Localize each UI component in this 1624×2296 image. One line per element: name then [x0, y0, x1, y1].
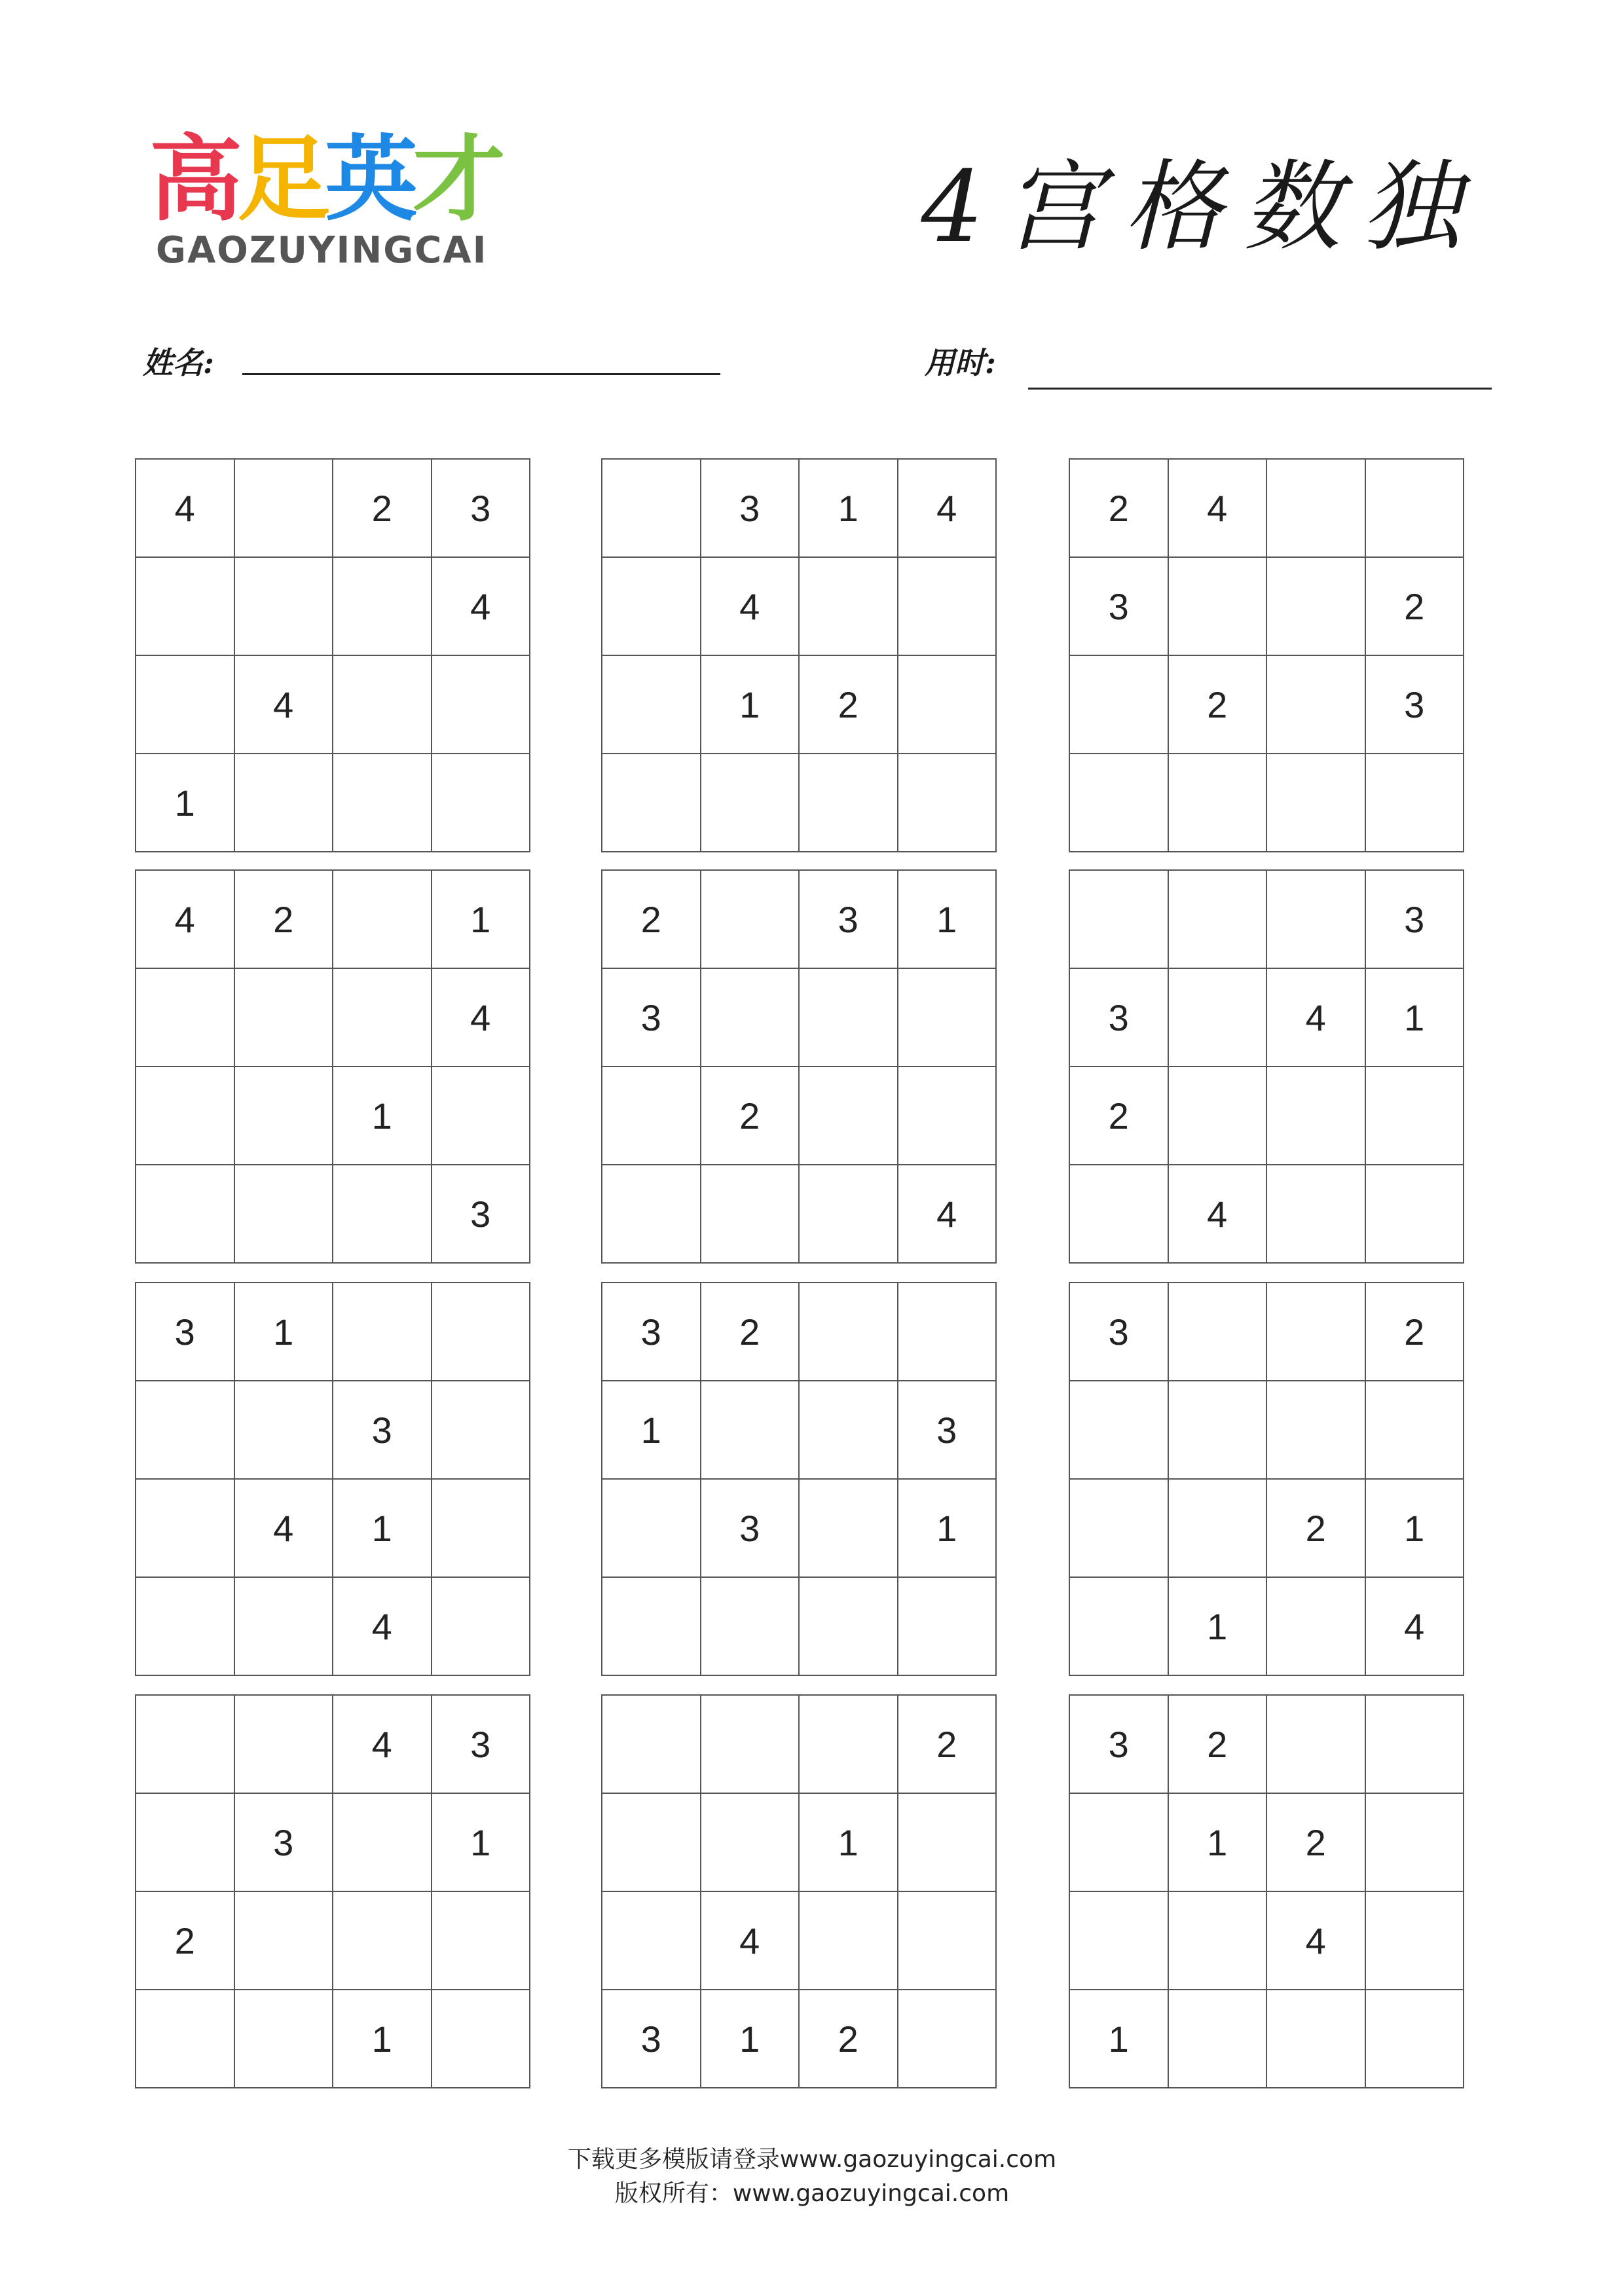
sudoku-cell[interactable]: 1 — [235, 1283, 334, 1381]
sudoku-cell[interactable] — [136, 1067, 235, 1165]
sudoku-cell[interactable] — [1267, 1067, 1366, 1165]
sudoku-cell[interactable]: 1 — [1169, 1578, 1268, 1676]
sudoku-cell[interactable] — [136, 1165, 235, 1264]
sudoku-cell[interactable]: 4 — [1366, 1578, 1465, 1676]
sudoku-cell[interactable] — [333, 1165, 432, 1264]
sudoku-cell[interactable] — [701, 1696, 800, 1794]
sudoku-cell[interactable] — [800, 1696, 898, 1794]
sudoku-cell[interactable]: 3 — [1366, 656, 1465, 754]
sudoku-cell[interactable]: 2 — [1267, 1480, 1366, 1578]
sudoku-cell[interactable] — [136, 969, 235, 1067]
sudoku-cell[interactable] — [432, 1892, 531, 1990]
sudoku-cell[interactable] — [1267, 1990, 1366, 2088]
sudoku-grid — [601, 1282, 997, 1676]
sudoku-cell[interactable] — [1366, 754, 1465, 852]
sudoku-cell[interactable]: 1 — [602, 1381, 701, 1480]
sudoku-cell[interactable] — [432, 1283, 531, 1381]
sudoku-cell[interactable]: 3 — [602, 1283, 701, 1381]
sudoku-cell[interactable]: 3 — [701, 1480, 800, 1578]
sudoku-cell[interactable]: 4 — [1169, 460, 1268, 558]
sudoku-cell[interactable]: 1 — [136, 754, 235, 852]
sudoku-cell[interactable]: 4 — [701, 1892, 800, 1990]
sudoku-cell[interactable]: 4 — [235, 1480, 334, 1578]
sudoku-cell[interactable]: 3 — [432, 460, 531, 558]
sudoku-cell[interactable] — [1267, 1578, 1366, 1676]
sudoku-cell[interactable] — [898, 969, 997, 1067]
sudoku-cell[interactable] — [235, 969, 334, 1067]
sudoku-cell[interactable]: 4 — [333, 1578, 432, 1676]
sudoku-cell[interactable]: 3 — [1070, 1696, 1169, 1794]
sudoku-cell[interactable] — [602, 1578, 701, 1676]
sudoku-cell[interactable]: 3 — [1070, 558, 1169, 656]
sudoku-cell[interactable] — [1169, 1067, 1268, 1165]
sudoku-cell[interactable] — [432, 754, 531, 852]
sudoku-cell[interactable] — [701, 754, 800, 852]
sudoku-cell[interactable]: 4 — [235, 656, 334, 754]
sudoku-cell[interactable]: 4 — [432, 969, 531, 1067]
sudoku-cell[interactable] — [1366, 1067, 1465, 1165]
time-label: 用时: — [925, 345, 996, 380]
sudoku-cell[interactable]: 2 — [1070, 1067, 1169, 1165]
sudoku-cell[interactable] — [1267, 460, 1366, 558]
sudoku-cell[interactable]: 2 — [701, 1067, 800, 1165]
sudoku-cell[interactable]: 1 — [800, 460, 898, 558]
sudoku-cell[interactable] — [898, 1067, 997, 1165]
sudoku-cell[interactable] — [235, 1067, 334, 1165]
sudoku-cell[interactable] — [1169, 871, 1268, 969]
sudoku-cell[interactable] — [602, 1480, 701, 1578]
sudoku-grid — [1069, 1282, 1464, 1676]
sudoku-cell[interactable] — [1267, 1283, 1366, 1381]
sudoku-cell[interactable] — [235, 1165, 334, 1264]
sudoku-cell[interactable] — [602, 656, 701, 754]
sudoku-cell[interactable] — [1070, 656, 1169, 754]
logo-char: 英 — [325, 126, 415, 234]
sudoku-cell[interactable] — [898, 1990, 997, 2088]
sudoku-cell[interactable] — [136, 1578, 235, 1676]
sudoku-cell[interactable]: 3 — [602, 1990, 701, 2088]
sudoku-cell[interactable]: 2 — [800, 1990, 898, 2088]
sudoku-cell[interactable]: 4 — [333, 1696, 432, 1794]
sudoku-cell[interactable]: 1 — [898, 1480, 997, 1578]
sudoku-cell[interactable] — [432, 656, 531, 754]
sudoku-cell[interactable] — [602, 1794, 701, 1892]
sudoku-cell[interactable]: 2 — [602, 871, 701, 969]
sudoku-cell[interactable]: 3 — [1070, 969, 1169, 1067]
sudoku-cell[interactable] — [136, 1480, 235, 1578]
sudoku-cell[interactable] — [800, 1067, 898, 1165]
sudoku-cell[interactable] — [235, 1990, 334, 2088]
sudoku-cell[interactable] — [235, 1892, 334, 1990]
sudoku-cell[interactable]: 1 — [333, 1067, 432, 1165]
sudoku-cell[interactable]: 3 — [1070, 1283, 1169, 1381]
sudoku-grid — [601, 1694, 997, 2088]
sudoku-cell[interactable] — [800, 1381, 898, 1480]
footer-copyright: 版权所有：www.gaozuyingcai.com — [614, 2180, 1010, 2207]
sudoku-cell[interactable] — [800, 1165, 898, 1264]
sudoku-cell[interactable] — [235, 1381, 334, 1480]
sudoku-cell[interactable]: 1 — [1169, 1794, 1268, 1892]
sudoku-cell[interactable] — [701, 1381, 800, 1480]
sudoku-cell[interactable] — [1366, 1892, 1465, 1990]
logo-char: 足 — [237, 126, 327, 234]
sudoku-cell[interactable]: 3 — [898, 1381, 997, 1480]
sudoku-cell[interactable] — [1169, 1892, 1268, 1990]
sudoku-cell[interactable]: 4 — [136, 460, 235, 558]
sudoku-cell[interactable] — [800, 1892, 898, 1990]
sudoku-cell[interactable] — [602, 460, 701, 558]
sudoku-cell[interactable]: 1 — [432, 1794, 531, 1892]
sudoku-cell[interactable] — [235, 460, 334, 558]
sudoku-cell[interactable]: 4 — [898, 460, 997, 558]
sudoku-cell[interactable]: 1 — [432, 871, 531, 969]
footer-download: 下载更多模版请登录www.gaozuyingcai.com — [567, 2146, 1057, 2173]
sudoku-cell[interactable]: 1 — [333, 1480, 432, 1578]
sudoku-cell[interactable] — [235, 1578, 334, 1676]
sudoku-cell[interactable] — [1070, 1794, 1169, 1892]
sudoku-cell[interactable] — [1070, 1578, 1169, 1676]
sudoku-cell[interactable]: 3 — [602, 969, 701, 1067]
sudoku-cell[interactable] — [898, 558, 997, 656]
page-title: 4宫格数独 — [921, 151, 1481, 264]
sudoku-cell[interactable]: 2 — [701, 1283, 800, 1381]
sudoku-grid — [601, 869, 997, 1264]
sudoku-cell[interactable] — [1070, 1165, 1169, 1264]
sudoku-cell[interactable] — [898, 754, 997, 852]
sudoku-cell[interactable] — [333, 558, 432, 656]
logo-english: GAOZUYINGCAI — [156, 229, 488, 272]
sudoku-cell[interactable] — [800, 1283, 898, 1381]
sudoku-cell[interactable] — [432, 1067, 531, 1165]
sudoku-cell[interactable] — [898, 1892, 997, 1990]
sudoku-grid — [135, 869, 530, 1264]
sudoku-cell[interactable] — [1366, 1794, 1465, 1892]
sudoku-cell[interactable] — [1366, 1990, 1465, 2088]
sudoku-cell[interactable]: 4 — [1267, 969, 1366, 1067]
sudoku-cell[interactable] — [136, 1696, 235, 1794]
sudoku-cell[interactable] — [898, 1578, 997, 1676]
sudoku-cell[interactable] — [800, 754, 898, 852]
sudoku-cell[interactable] — [800, 558, 898, 656]
sudoku-grid — [135, 1694, 530, 2088]
logo-char: 高 — [149, 126, 240, 234]
sudoku-cell[interactable]: 2 — [1169, 656, 1268, 754]
sudoku-cell[interactable]: 1 — [701, 656, 800, 754]
sudoku-cell[interactable]: 4 — [1169, 1165, 1268, 1264]
sudoku-cell[interactable] — [333, 656, 432, 754]
sudoku-cell[interactable] — [1070, 754, 1169, 852]
sudoku-cell[interactable] — [602, 754, 701, 852]
sudoku-cell[interactable] — [1169, 1283, 1268, 1381]
sudoku-cell[interactable]: 2 — [800, 656, 898, 754]
sudoku-cell[interactable] — [136, 1381, 235, 1480]
sudoku-cell[interactable]: 3 — [432, 1165, 531, 1264]
sudoku-cell[interactable] — [136, 656, 235, 754]
sudoku-cell[interactable] — [898, 656, 997, 754]
sudoku-cell[interactable]: 3 — [333, 1381, 432, 1480]
sudoku-cell[interactable] — [1267, 1696, 1366, 1794]
sudoku-cell[interactable] — [1366, 1381, 1465, 1480]
sudoku-cell[interactable]: 2 — [136, 1892, 235, 1990]
sudoku-grid — [1069, 869, 1464, 1264]
sudoku-cell[interactable]: 4 — [1267, 1892, 1366, 1990]
sudoku-cell[interactable] — [333, 1283, 432, 1381]
sudoku-cell[interactable]: 3 — [136, 1283, 235, 1381]
sudoku-cell[interactable] — [602, 1067, 701, 1165]
sudoku-grid — [1069, 1694, 1464, 2088]
sudoku-cell[interactable]: 2 — [1169, 1696, 1268, 1794]
sudoku-cell[interactable] — [333, 754, 432, 852]
sudoku-cell[interactable] — [235, 558, 334, 656]
sudoku-cell[interactable] — [235, 754, 334, 852]
sudoku-grid — [135, 1282, 530, 1676]
sudoku-cell[interactable]: 3 — [701, 460, 800, 558]
sudoku-cell[interactable]: 1 — [1366, 1480, 1465, 1578]
sudoku-cell[interactable] — [1070, 1381, 1169, 1480]
sudoku-cell[interactable] — [701, 1165, 800, 1264]
sudoku-cell[interactable] — [1169, 1480, 1268, 1578]
sudoku-cell[interactable] — [701, 1794, 800, 1892]
sudoku-cell[interactable] — [235, 1696, 334, 1794]
sudoku-grid — [1069, 458, 1464, 852]
sudoku-cell[interactable] — [1070, 1892, 1169, 1990]
sudoku-cell[interactable] — [333, 871, 432, 969]
name-label: 姓名: — [143, 345, 214, 380]
sudoku-cell[interactable]: 3 — [1366, 871, 1465, 969]
sudoku-cell[interactable] — [1267, 871, 1366, 969]
sudoku-cell[interactable]: 2 — [333, 460, 432, 558]
sudoku-cell[interactable] — [432, 1990, 531, 2088]
sudoku-cell[interactable]: 1 — [333, 1990, 432, 2088]
sudoku-cell[interactable] — [1267, 1165, 1366, 1264]
sudoku-cell[interactable] — [701, 1578, 800, 1676]
sudoku-cell[interactable] — [1267, 1381, 1366, 1480]
logo-char: 才 — [413, 126, 503, 234]
sudoku-cell[interactable] — [898, 1283, 997, 1381]
sudoku-cell[interactable]: 2 — [1366, 558, 1465, 656]
sudoku-cell[interactable]: 1 — [800, 1794, 898, 1892]
sudoku-cell[interactable] — [1267, 558, 1366, 656]
sudoku-grid — [601, 458, 997, 852]
sudoku-cell[interactable] — [1169, 1990, 1268, 2088]
sudoku-cell[interactable]: 4 — [432, 558, 531, 656]
sudoku-cell[interactable] — [333, 1794, 432, 1892]
sudoku-cell[interactable] — [1267, 656, 1366, 754]
sudoku-cell[interactable]: 4 — [898, 1165, 997, 1264]
sudoku-cell[interactable] — [1169, 969, 1268, 1067]
sudoku-cell[interactable] — [602, 558, 701, 656]
sudoku-cell[interactable] — [602, 1696, 701, 1794]
sudoku-cell[interactable]: 3 — [800, 871, 898, 969]
sudoku-cell[interactable] — [701, 969, 800, 1067]
sudoku-cell[interactable] — [1070, 871, 1169, 969]
sudoku-cell[interactable] — [701, 871, 800, 969]
sudoku-cell[interactable]: 1 — [1366, 969, 1465, 1067]
sudoku-cell[interactable] — [602, 1892, 701, 1990]
sudoku-cell[interactable]: 4 — [701, 558, 800, 656]
sudoku-cell[interactable]: 2 — [235, 871, 334, 969]
sudoku-cell[interactable]: 1 — [701, 1990, 800, 2088]
sudoku-cell[interactable] — [1169, 1381, 1268, 1480]
sudoku-cell[interactable] — [1267, 754, 1366, 852]
sudoku-grid — [135, 458, 530, 852]
sudoku-cell[interactable] — [1366, 460, 1465, 558]
sudoku-cell[interactable] — [1169, 754, 1268, 852]
sudoku-cell[interactable] — [432, 1578, 531, 1676]
sudoku-cell[interactable] — [333, 969, 432, 1067]
sudoku-cell[interactable]: 4 — [136, 871, 235, 969]
sudoku-cell[interactable]: 1 — [1070, 1990, 1169, 2088]
sudoku-cell[interactable] — [432, 1381, 531, 1480]
sudoku-cell[interactable] — [136, 558, 235, 656]
sudoku-cell[interactable] — [432, 1480, 531, 1578]
sudoku-cell[interactable] — [898, 1794, 997, 1892]
sudoku-cell[interactable]: 2 — [898, 1696, 997, 1794]
sudoku-cell[interactable]: 3 — [432, 1696, 531, 1794]
sudoku-cell[interactable] — [800, 1480, 898, 1578]
sudoku-cell[interactable] — [1070, 1480, 1169, 1578]
sudoku-cell[interactable]: 2 — [1267, 1794, 1366, 1892]
sudoku-cell[interactable] — [136, 1990, 235, 2088]
sudoku-cell[interactable]: 2 — [1366, 1283, 1465, 1381]
sudoku-cell[interactable] — [602, 1165, 701, 1264]
sudoku-cell[interactable] — [136, 1794, 235, 1892]
sudoku-cell[interactable] — [1366, 1696, 1465, 1794]
sudoku-cell[interactable] — [800, 969, 898, 1067]
sudoku-cell[interactable] — [1366, 1165, 1465, 1264]
sudoku-cell[interactable] — [333, 1892, 432, 1990]
sudoku-cell[interactable]: 3 — [235, 1794, 334, 1892]
sudoku-cell[interactable]: 2 — [1070, 460, 1169, 558]
sudoku-cell[interactable] — [800, 1578, 898, 1676]
sudoku-cell[interactable] — [1169, 558, 1268, 656]
sudoku-cell[interactable]: 1 — [898, 871, 997, 969]
